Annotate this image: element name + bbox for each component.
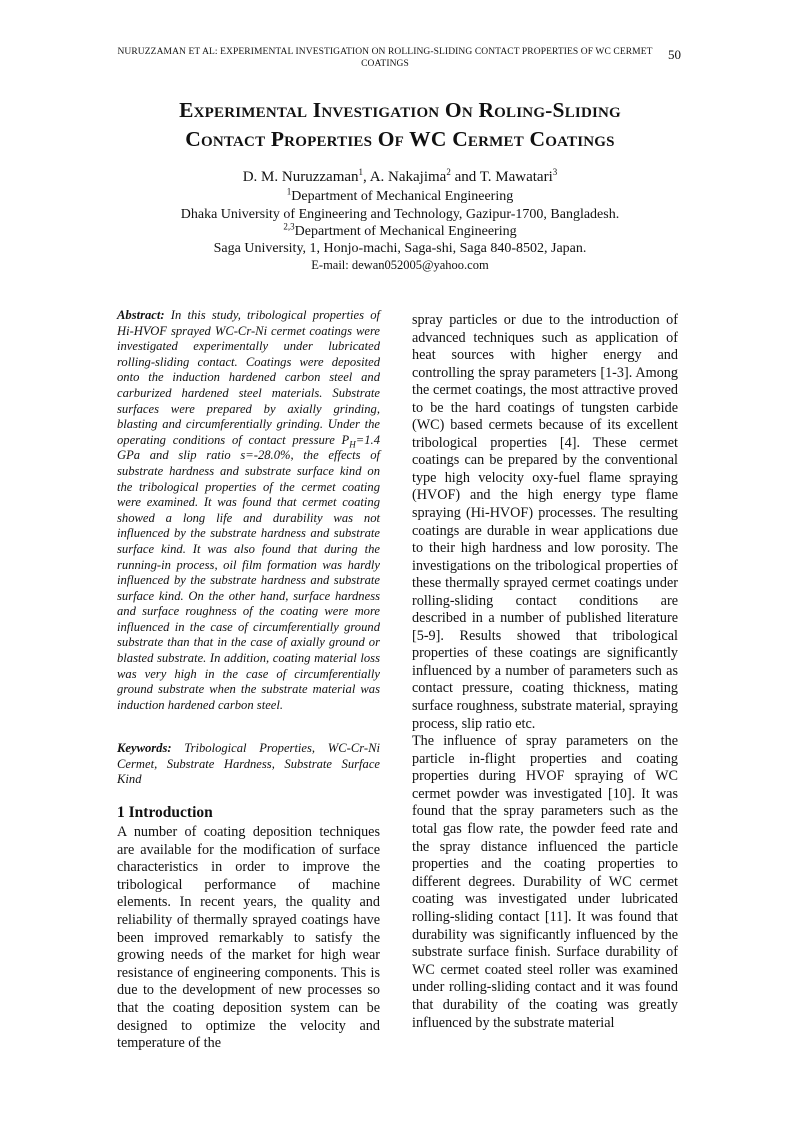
running-head: NURUZZAMAN ET AL: EXPERIMENTAL INVESTIGATION ON ROLLING-SLIDING CONTACT PROPERTIES OF WC CERMET COATINGS: [117, 47, 653, 69]
introduction-paragraph-right-2: The influence of spray parameters on the particle in-flight properties and coating properties during HVOF spraying of WC cermet powder was investigated [10]. It was found that the spray parameters such as the total gas flow rate, the powder feed rate and the spray distance influenced the particle properties and the coating properties to different degrees. Durability of WC cermet coating was investigated under lubricated rolling-sliding contact [11]. It was found that durability was significantly influenced by the substrate surface finish. Surface durability of WC cermet coated steel roller was examined under rolling-sliding contact and it was found that durability of the coating was greatly influenced by the substrate material: [412, 733, 678, 1031]
abstract-subscript: H: [349, 439, 356, 450]
paper-title: [60, 96, 740, 154]
title-line-2: Contact Properties Of WC Cermet Coatings: [185, 127, 615, 151]
author-list: [100, 168, 700, 186]
author-1: D. M. Nuruzzaman: [242, 169, 359, 185]
affiliation-2-dept: $^{2,3}$Department of Mechanical Engineering: [283, 221, 517, 239]
affiliation-1-mark: 1: [286, 186, 292, 197]
abstract-text: In this study, tribological properties of Hi-HVOF sprayed WC-Cr-Ni cermet coatings were investigated experimentally under lubricated rolling-sliding contact. Coatings were deposited onto the induction hardened carbon steel and carburized hardened steel materials. Substrate surfaces were prepared by axially grinding, blasting and circumferentially grinding. Under the operating conditions of contact pressure P: [117, 308, 380, 447]
author-2-mark: 2: [446, 167, 451, 177]
author-2: A. Nakajima: [369, 169, 447, 185]
keywords-label: Keywords: [117, 741, 168, 755]
introduction-paragraph-left: A number of coating deposition techniques are available for the modification of surface characteristics in order to improve the tribological performance of machine elements. In recent years, the quality and reliability of thermally sprayed coatings have been improved remarkably to satisfy the growing needs of the market for high wear resistance of engineering components. This is due to the development of new processes so that the coating deposition system can be designed to optimize the velocity and temperature of the: [117, 824, 380, 1052]
affiliation-2-institution: Saga University, 1, Honjo-machi, Saga-shi, Saga 840-8502, Japan.: [213, 241, 587, 256]
introduction-paragraph-right-1: spray particles or due to the introduction of advanced techniques such as application of heat sources with higher energy and controlling the spray parameters [1-3]. Among the cermet coatings, the most attractive proved to be the hard coatings of tungsten carbide (WC) based cermets because of its excellent tribological properties [4]. These cermet coatings can be prepared by the conventional type high velocity oxy-fuel flame spraying (HVOF) and the high energy type flame spraying (Hi-HVOF) processes. The resulting coatings are durable in wear applications due to their high hardness and low porosity. The investigations on the tribological properties of these thermally sprayed cermet coatings under rolling-sliding contact conditions are described in a number of published literature [5-9]. Results showed that tribological properties of these coatings are significantly influenced by a number of parameters such as contact pressure, coating thickness, mating surface roughness, substrate material, spraying process, slip ratio etc.: [412, 312, 678, 732]
keywords-text: Tribological Properties, WC-Cr-Ni Cermet, Substrate Hardness, Substrate Surface Kind: [117, 741, 380, 787]
author-3-mark: 3: [552, 167, 558, 177]
affiliation-1-dept: $^1$Department of Mechanical Engineering: [286, 186, 514, 204]
abstract-text-cont: =1.4 GPa and slip ratio s=-28.0%, the effects of substrate hardness and substrate surface kind on the tribological properties of the cermet coating were examined. It was found that cermet coating showed a long life and durability was not influenced by the substrate hardness and substrate surface kind. It was also found that during the running-in process, oil film formation was hardly influenced by the substrate hardness and substrate surface kind. On the other hand, surface hardness and surface roughness of the coating were more influenced in the case of circumferentially ground substrate than that in the case of axially ground or blasted substrate. In addition, coating material loss was very high in the case of circumferentially ground substrate when the substrate material was induction hardened carbon steel.: [117, 432, 380, 712]
keywords-colon: :: [167, 741, 172, 755]
keywords: [117, 741, 380, 788]
page-number: 50: [668, 47, 681, 62]
abstract-label: Abstract:: [117, 308, 165, 322]
title-line-1: Experimental Investigation On Roling-Sliding: [179, 98, 621, 122]
contact-email: E-mail: dewan052005@yahoo.com: [311, 258, 489, 272]
author-3: T. Mawatari: [479, 169, 553, 185]
affiliation-1-institution: Dhaka University of Engineering and Technology, Gazipur-1700, Bangladesh.: [180, 207, 620, 222]
author-separator: ,: [363, 169, 370, 185]
section-heading-introduction: 1 Introduction: [117, 804, 213, 821]
author-separator: and: [450, 169, 480, 185]
affiliation-2-mark: 2,3: [283, 221, 295, 232]
author-1-mark: 1: [358, 167, 364, 177]
abstract: [117, 308, 380, 713]
